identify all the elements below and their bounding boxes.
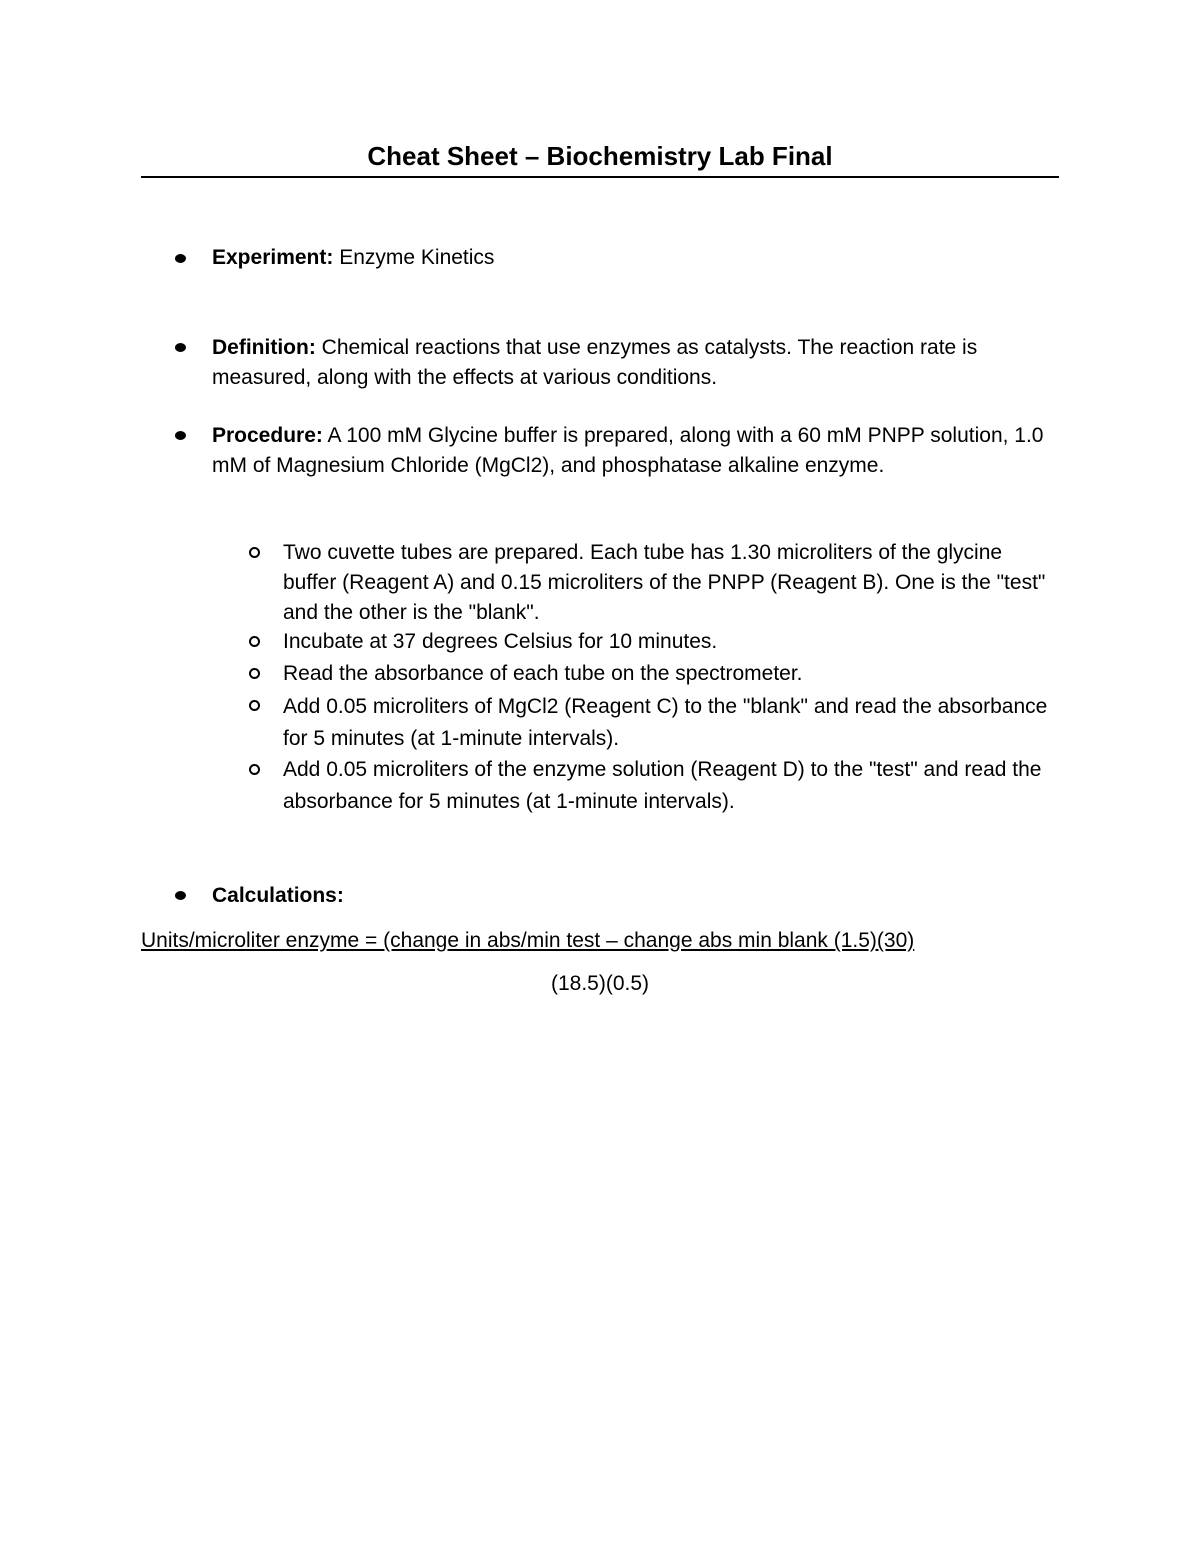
definition-label: Definition: bbox=[212, 336, 316, 359]
definition-item bbox=[212, 333, 1062, 393]
procedure-label: Procedure: bbox=[212, 424, 323, 447]
procedure-step: Add 0.05 microliters of MgCl2 (Reagent C) to the "blank" and read the absorbance for 5 minutes (at 1-minute intervals). bbox=[283, 695, 1048, 750]
calculations-label: Calculations: bbox=[212, 884, 344, 907]
procedure-step: Read the absorbance of each tube on the spectrometer. bbox=[283, 662, 803, 685]
sub-bullet-icon bbox=[249, 764, 260, 775]
procedure-step: Incubate at 37 degrees Celsius for 10 minutes. bbox=[283, 630, 718, 653]
sub-bullet-icon bbox=[249, 700, 260, 711]
page-title: Cheat Sheet – Biochemistry Lab Final bbox=[141, 138, 1059, 178]
procedure-step: Two cuvette tubes are prepared. Each tube has 1.30 microliters of the glycine buffer (Reagent A) and 0.15 microliters of the PNPP (Reagent B). One is the "test" and the other is the "blank". bbox=[283, 541, 1046, 624]
formula-denominator: (18.5)(0.5) bbox=[550, 972, 650, 995]
formula-numerator: Units/microliter enzyme = (change in abs/min test – change abs min blank (1.5)(30) bbox=[141, 929, 915, 952]
procedure-step: Add 0.05 microliters of the enzyme solution (Reagent D) to the "test" and read the absorbance for 5 minutes (at 1-minute intervals). bbox=[283, 758, 1042, 813]
procedure-text: A 100 mM Glycine buffer is prepared, along with a 60 mM PNPP solution, 1.0 mM of Magnesium Chloride (MgCl2), and phosphatase alkaline enzyme. bbox=[212, 424, 1044, 477]
sub-bullet-icon bbox=[249, 547, 260, 558]
sub-bullet-icon bbox=[249, 668, 260, 679]
procedure-item bbox=[212, 421, 1062, 481]
sub-bullet-icon bbox=[249, 636, 260, 647]
definition-text: Chemical reactions that use enzymes as catalysts. The reaction rate is measured, along with the effects at various conditions. bbox=[212, 336, 978, 389]
experiment-item bbox=[212, 243, 1062, 273]
bullet-icon bbox=[175, 254, 186, 263]
calculations-item bbox=[212, 881, 1062, 911]
experiment-label: Experiment: bbox=[212, 246, 334, 269]
experiment-text: Enzyme Kinetics bbox=[333, 246, 495, 269]
bullet-icon bbox=[175, 343, 186, 352]
bullet-icon bbox=[175, 431, 186, 440]
bullet-icon bbox=[175, 891, 186, 900]
